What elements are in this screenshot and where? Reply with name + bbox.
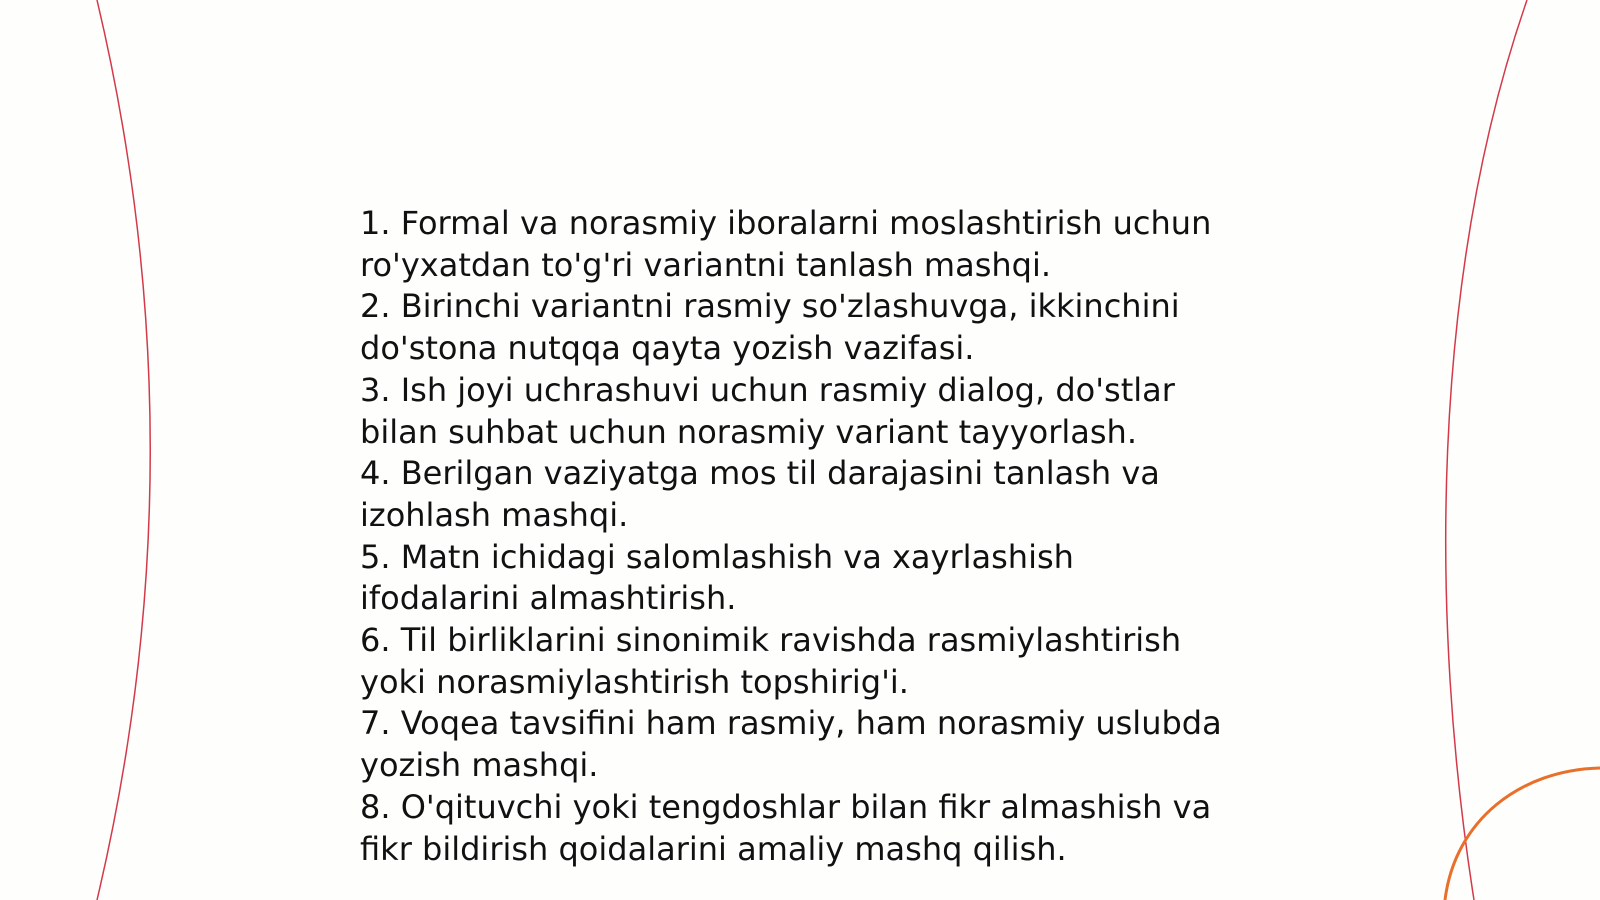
orange-arc	[1445, 768, 1600, 900]
list-item: 6. Til birliklarini sinonimik ravishda rasmiylashtirish yoki norasmiylashtirish topshirig'i.	[360, 621, 1182, 701]
list-item: 4. Berilgan vaziyatga mos til darajasini tanlash va izohlash mashqi.	[360, 454, 1160, 534]
list-item: 2. Birinchi variantni rasmiy so'zlashuvga, ikkinchini do'stona nutqqa qayta yozish vazifasi.	[360, 287, 1180, 368]
list-item: 8. O'qituvchi yoki tengdoshlar bilan fikr almashish va fikr bildirish qoidalarini amaliy mashq qilish.	[360, 787, 1212, 868]
list-item: 1. Formal va norasmiy iboralarni moslashtirish uchun ro'yxatdan to'g'ri variantni tanlash mashqi.	[360, 204, 1212, 284]
exercise-list	[360, 203, 1260, 870]
list-item: 7. Voqea tavsifini ham rasmiy, ham norasmiy uslubda yozish mashqi.	[360, 704, 1222, 785]
left-curve-line	[97, 0, 150, 900]
right-curve-line	[1446, 0, 1527, 900]
list-item: 5. Matn ichidagi salomlashish va xayrlashish ifodalarini almashtirish.	[360, 537, 1074, 618]
list-item: 3. Ish joyi uchrashuvi uchun rasmiy dialog, do'stlar bilan suhbat uchun norasmiy variant tayyorlash.	[360, 370, 1175, 451]
